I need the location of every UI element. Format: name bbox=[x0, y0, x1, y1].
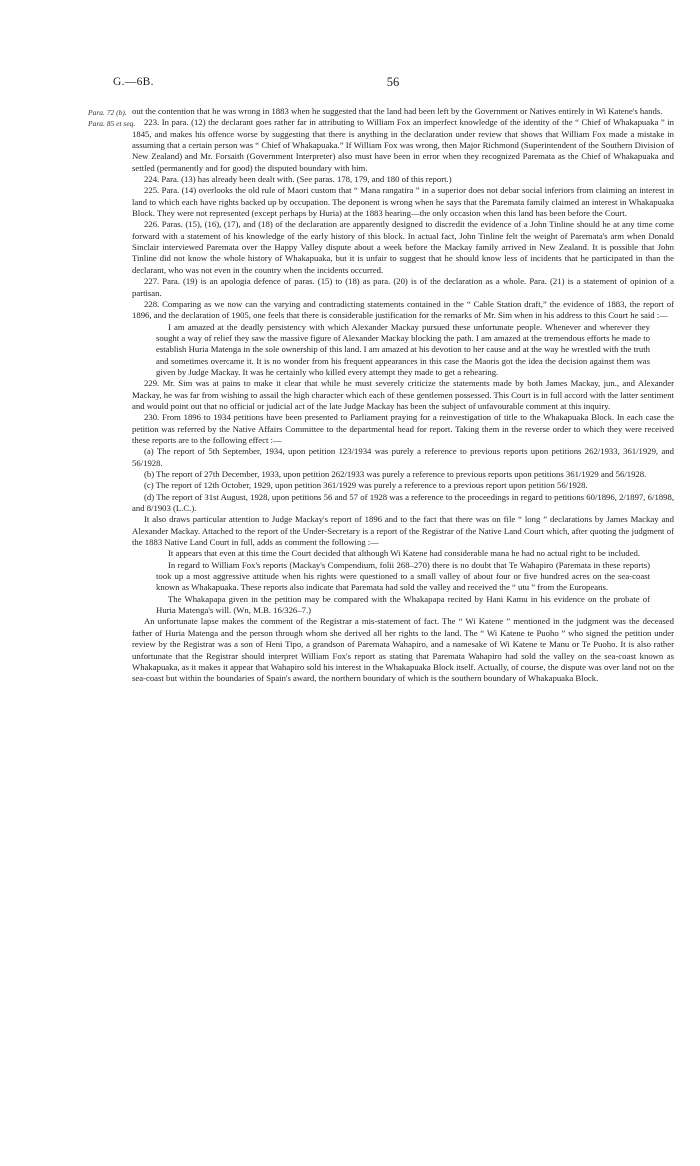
block-quote: I am amazed at the deadly persistency with which Alexander Mackay pursued these unfortunate people. Whenever and wherever they sought a way of relief they saw the massive figure of Alexander Mackay blocking the path. I am amazed at the tremendous efforts he made to establish Huria Matenga in the sole ownership of this land. I am amazed at his devotion to her cause and at the way he wrestled with the truth and sometimes overcame it. It is no wonder from his frequent appearances in this case the Maoris got the idea the decision against them was given by Judge Mackay. It was he certainly who killed every attempt they made to get a rehearing. bbox=[156, 321, 650, 377]
document-reference: G.—6B. bbox=[113, 76, 154, 88]
paragraph: 227. Para. (19) is an apologia defence of paras. (15) to (18) as para. (20) is of the declaration as a whole. Para. (21) is a statement of opinion of a partisan. bbox=[132, 276, 674, 298]
list-item: (b) The report of 27th December, 1933, upon petition 262/1933 was purely a reference to previous reports upon petitions 361/1929 and 56/1928. bbox=[144, 469, 647, 479]
margin-note: Para. 85 et seq. bbox=[88, 119, 136, 128]
paragraph: 225. Para. (14) overlooks the old rule of Maori custom that “ Mana rangatira ” in a superior does not debar social inferiors from claiming an interest in land to which each have rights backed up by occupation. The deponent is wrong when he says that the Paremata family claimed an interest in Whakapuaka Block. They were not represented (except perhaps by Huria) at the 1883 hearing—the only occasion when this land has been before the Court. bbox=[132, 185, 674, 219]
paragraph: It also draws particular attention to Judge Mackay's report of 1896 and to the fact that there was on file “ long ” declarations by James Mackay and Alexander Mackay. Attached to the report of the Under-Secretary is a report of the Registrar of the Native Land Court which, after quoting the judgment of the 1883 Native Land Court in full, adds as comment the following :— bbox=[132, 514, 674, 548]
paragraph: 228. Comparing as we now can the varying and contradicting statements contained in the “ Cable Station draft,” the evidence of 1883, the report of 1896, and the declaration of 1905, one feels that there is considerable justification for the remarks of Mr. Sim when in his address to this Court he said :— bbox=[132, 298, 674, 321]
paragraph: An unfortunate lapse makes the comment of the Registrar a mis-statement of fact. The “ Wi Katene ” mentioned in the judgment was the deceased father of Huria Matenga and the person through whom she derived all her rights to the land. The “ Wi Katene te Puoho ” who signed the petition under review by the Registrar was a son of Heni Tipo, a grandson of Paremata Wahapiro, and a namesake of Wi Katene te Manu or Te Puoho. It is also rather unfortunate that the Registrar should interpret William Fox's report as stating that Paremata Wahapiro had sold the valley on the sea-coast known as Whakapuaka, as it makes it appear that Wahapiro sold his interest in the Whakapuaka Block itself. Actually, of course, the dispute was over land not on the sea-coast but within the boundaries of Spain's award, the northern boundary of which is the southern boundary of Whakapuaka Block. bbox=[132, 616, 674, 684]
list-item: (c) The report of 12th October, 1929, upon petition 361/1929 was purely a reference to a previous report upon petition 56/1928. bbox=[144, 480, 588, 491]
body-text bbox=[132, 106, 674, 685]
paragraph: 223. In para. (12) the declarant goes rather far in attributing to William Fox an imperfect knowledge of the identity of the “ Chief of Whakapuaka ” in 1845, and makes his offence worse by suggesting that there is anything in the declaration under review that shows that William Fox made a mistake in assuming that a certain person was “ Chief of Whakapuaka.” If William Fox was wrong, then Major Richmond (Superintendent of the Southern Division of New Zealand) and Mr. Forsaith (Government Interpreter) also must have been in error when they recognized Paremata as the Chief of Whakapuaka and settled (permanently and for good) the disputed boundary with him. bbox=[132, 117, 674, 173]
paragraph: 230. From 1896 to 1934 petitions have been presented to Parliament praying for a reinvestigation of title to the Whakapuaka Block. In each case the petition was referred by the Native Affairs Committee to the departmental head for report. Taking them in the reverse order to which they were received these reports are to the following effect :— bbox=[132, 412, 674, 445]
block-quote: It appears that even at this time the Court decided that although Wi Katene had considerable mana he had no actual right to be included. bbox=[168, 548, 641, 559]
paragraph: 224. Para. (13) has already been dealt with. (See paras. 178, 179, and 180 of this report.) bbox=[144, 174, 452, 185]
paragraph: 226. Paras. (15), (16), (17), and (18) of the declaration are apparently designed to discredit the evidence of a John Tinline should he at any time come forward with a statement of his knowledge of the early history of this block. In actual fact, John Tinline felt the weight of Paremata's arm when Donald Sinclair interviewed Paremata over the Happy Valley dispute about a week before the Mackay family arrived in New Zealand. It is possible that John Tinline did not know the whole history of Whakapuaka, but it is unfair to suggest that he should know less of incidents that he participated in than the declarant, who was not even in the country when the incidents occurred. bbox=[132, 219, 674, 275]
paragraph: 229. Mr. Sim was at pains to make it clear that while he must severely criticize the statements made by both James Mackay, jun., and Alexander Mackay, he was far from wishing to assail the high character which each of these gentlemen possessed. This Court is in full accord with the latter sentiment and would point out that no official or judicial act of the late Judge Mackay has been the subject of unfavourable comment at this inquiry. bbox=[132, 378, 674, 411]
page-header bbox=[113, 76, 673, 92]
page-number: 56 bbox=[386, 75, 400, 89]
block-quote: The Whakapapa given in the petition may be compared with the Whakapapa recited by Hani Kamu in his evidence on the probate of Huria Matenga's will. (Wn, M.B. 16/326–7.) bbox=[156, 593, 650, 616]
list-item: (d) The report of 31st August, 1928, upon petitions 56 and 57 of 1928 was a reference to the proceedings in regard to petitions 60/1896, 2/1897, 6/1898, and 8/1903 (L.C.). bbox=[132, 491, 674, 514]
margin-note: Para. 72 (b). bbox=[88, 108, 127, 117]
paragraph: out the contention that he was wrong in 1883 when he suggested that the land had been left by the Government or Natives entirely in Wi Katene's hands. bbox=[132, 106, 663, 116]
list-item: (a) The report of 5th September, 1934, upon petition 123/1934 was purely a reference to previous reports upon petitions 262/1933, 361/1929, and 56/1928. bbox=[132, 446, 674, 468]
block-quote: In regard to William Fox's reports (Mackay's Compendium, folii 268–270) there is no doubt that Te Wahapiro (Paremata in these reports) took up a most aggressive attitude when his rights were questioned to a small valley of about four or five hundred acres on the sea-coast known as Whakapuaka. These reports also indicate that Paremata had sold the valley and received the “ utu ” from the Europeans. bbox=[156, 559, 650, 593]
